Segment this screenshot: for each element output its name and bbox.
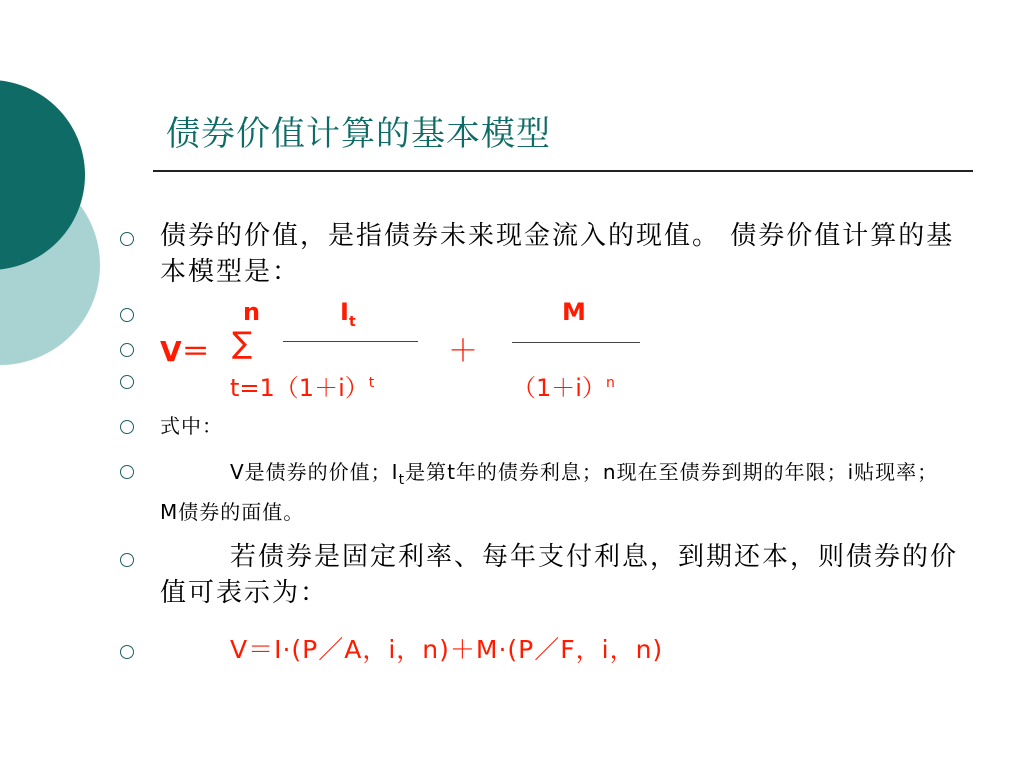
definition-text xyxy=(160,456,955,528)
bullet-icon xyxy=(120,553,134,567)
where-label: 式中： xyxy=(160,414,223,438)
bullet-icon xyxy=(120,343,134,357)
bullet-icon xyxy=(120,308,134,322)
definition-part1: V是债券的价值；I xyxy=(230,460,399,484)
definition-sub: t xyxy=(398,472,406,488)
title-underline xyxy=(153,170,973,172)
formula-numerator-m: M xyxy=(562,298,586,326)
formula-lower-limit xyxy=(230,368,374,403)
formula-lhs: V＝ xyxy=(160,335,210,368)
fraction-bar-1 xyxy=(283,341,418,342)
denominator-2-exp: n xyxy=(605,375,615,391)
slide-title: 债券价值计算的基本模型 xyxy=(166,114,551,154)
formula-sigma: ∑ xyxy=(232,326,253,361)
bullet-icon xyxy=(120,465,134,479)
denominator-2: （1＋i） xyxy=(512,374,606,402)
lower-limit: t=1 xyxy=(230,374,275,402)
numerator-i-letter: I xyxy=(340,298,349,326)
bullet-icon xyxy=(120,645,134,659)
intro-text: 债券的价值，是指债券未来现金流入的现值。 债券价值计算的基本模型是： xyxy=(160,221,955,287)
fixed-rate-body: 若债券是固定利率、每年支付利息，到期还本，则债券的价值可表示为： xyxy=(160,542,959,608)
decorative-circles xyxy=(0,0,180,420)
fixed-rate-text xyxy=(160,539,960,611)
final-formula xyxy=(160,632,960,668)
bullet-icon xyxy=(120,232,134,246)
numerator-i-sub: t xyxy=(348,313,356,330)
bullet-icon xyxy=(120,420,134,434)
final-formula-text: V＝I·(P／A，i，n)＋M·(P／F，i，n) xyxy=(230,635,664,664)
fraction-bar-2 xyxy=(512,342,640,343)
formula-numerator-i xyxy=(340,298,356,330)
denominator-1: （1＋i） xyxy=(274,374,369,402)
formula-plus: ＋ xyxy=(448,334,478,369)
bullet-icon xyxy=(120,375,134,389)
formula-denominator-2 xyxy=(512,368,615,403)
formula-upper-n: n xyxy=(243,298,261,326)
definition-part2: 是第t年的债券利息；n现在至债券到期的年限；i贴现率；M债券的面值。 xyxy=(160,460,939,524)
denominator-1-exp: t xyxy=(368,375,375,391)
